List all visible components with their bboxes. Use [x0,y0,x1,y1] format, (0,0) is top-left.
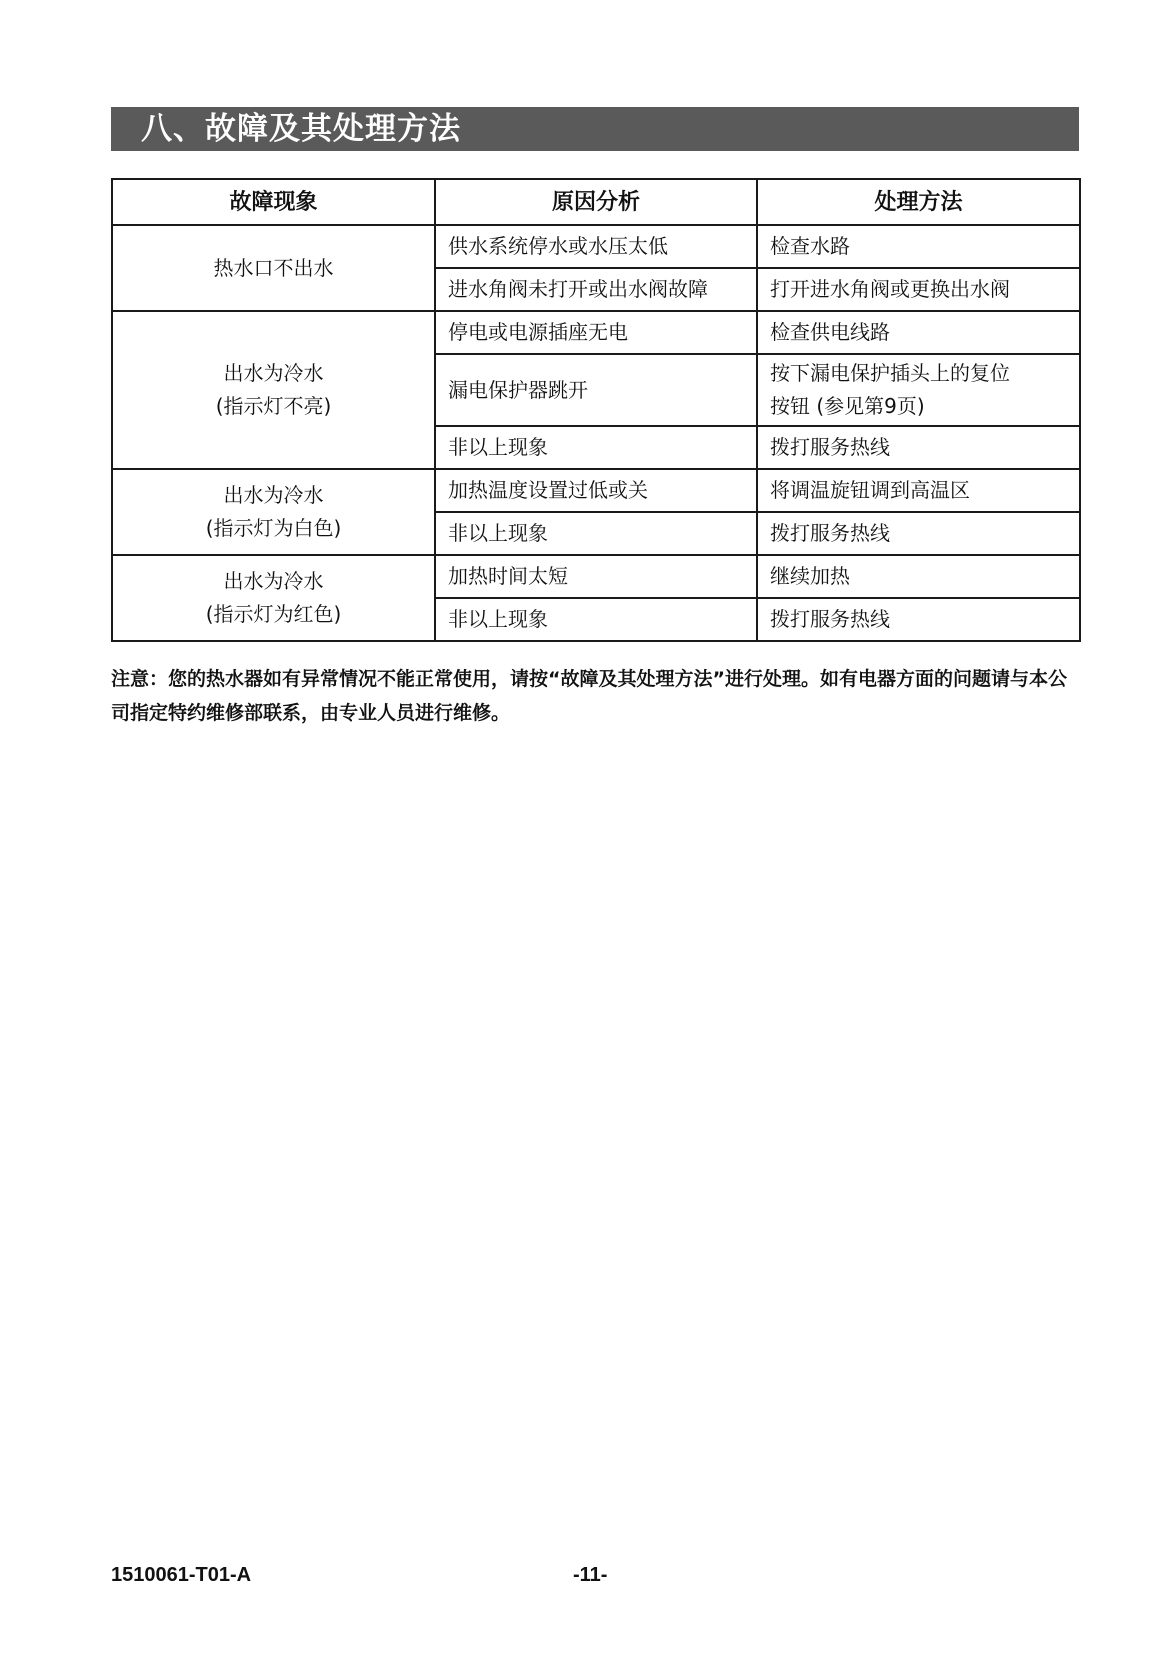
solution-text: 按下漏电保护插头上的复位 [770,361,1010,385]
symptom-indicator-text: (指示灯为白色) [205,516,342,540]
solution-cell: 拨打服务热线 [757,598,1080,641]
cause-cell: 非以上现象 [435,512,757,555]
cause-cell: 非以上现象 [435,426,757,469]
symptom-cell [112,469,435,555]
header-solution: 处理方法 [757,179,1080,225]
solution-cell: 继续加热 [757,555,1080,598]
table-header-row [112,179,1080,225]
cause-cell: 漏电保护器跳开 [435,354,757,426]
solution-cell [757,354,1080,426]
document-code: 1510061-T01-A [111,1564,252,1586]
cause-cell: 停电或电源插座无电 [435,311,757,354]
solution-cell: 打开进水角阀或更换出水阀 [757,268,1080,311]
solution-cell: 拨打服务热线 [757,512,1080,555]
solution-cell: 检查供电线路 [757,311,1080,354]
page-number: -11- [573,1564,608,1586]
section-title: 八、故障及其处理方法 [141,110,461,147]
header-symptom: 故障现象 [112,179,435,225]
cause-cell: 加热温度设置过低或关 [435,469,757,512]
warning-note: 注意：您的热水器如有异常情况不能正常使用，请按“故障及其处理方法”进行处理。如有电器方面的问题请与本公司指定特约维修部联系，由专业人员进行维修。 [111,668,1067,724]
symptom-text: 出水为冷水 [223,483,324,507]
cause-cell: 供水系统停水或水压太低 [435,225,757,268]
cause-cell: 进水角阀未打开或出水阀故障 [435,268,757,311]
symptom-cell [112,311,435,469]
symptom-indicator-text: (指示灯不亮) [215,394,332,418]
solution-cell: 拨打服务热线 [757,426,1080,469]
cause-cell: 加热时间太短 [435,555,757,598]
section-header [111,107,1079,151]
cause-cell: 非以上现象 [435,598,757,641]
solution-cell: 检查水路 [757,225,1080,268]
symptom-text: 出水为冷水 [223,361,324,385]
table-row [112,469,1080,512]
header-cause: 原因分析 [435,179,757,225]
table-row [112,225,1080,268]
symptom-cell [112,555,435,641]
solution-text: 按钮 (参见第9页) [770,394,925,418]
troubleshooting-table [111,178,1081,642]
symptom-text: 出水为冷水 [223,569,324,593]
symptom-cell [112,225,435,311]
table-row [112,311,1080,354]
symptom-text: 热水口不出水 [213,255,334,280]
table-row [112,555,1080,598]
symptom-indicator-text: (指示灯为红色) [205,602,342,626]
solution-cell: 将调温旋钮调到高温区 [757,469,1080,512]
